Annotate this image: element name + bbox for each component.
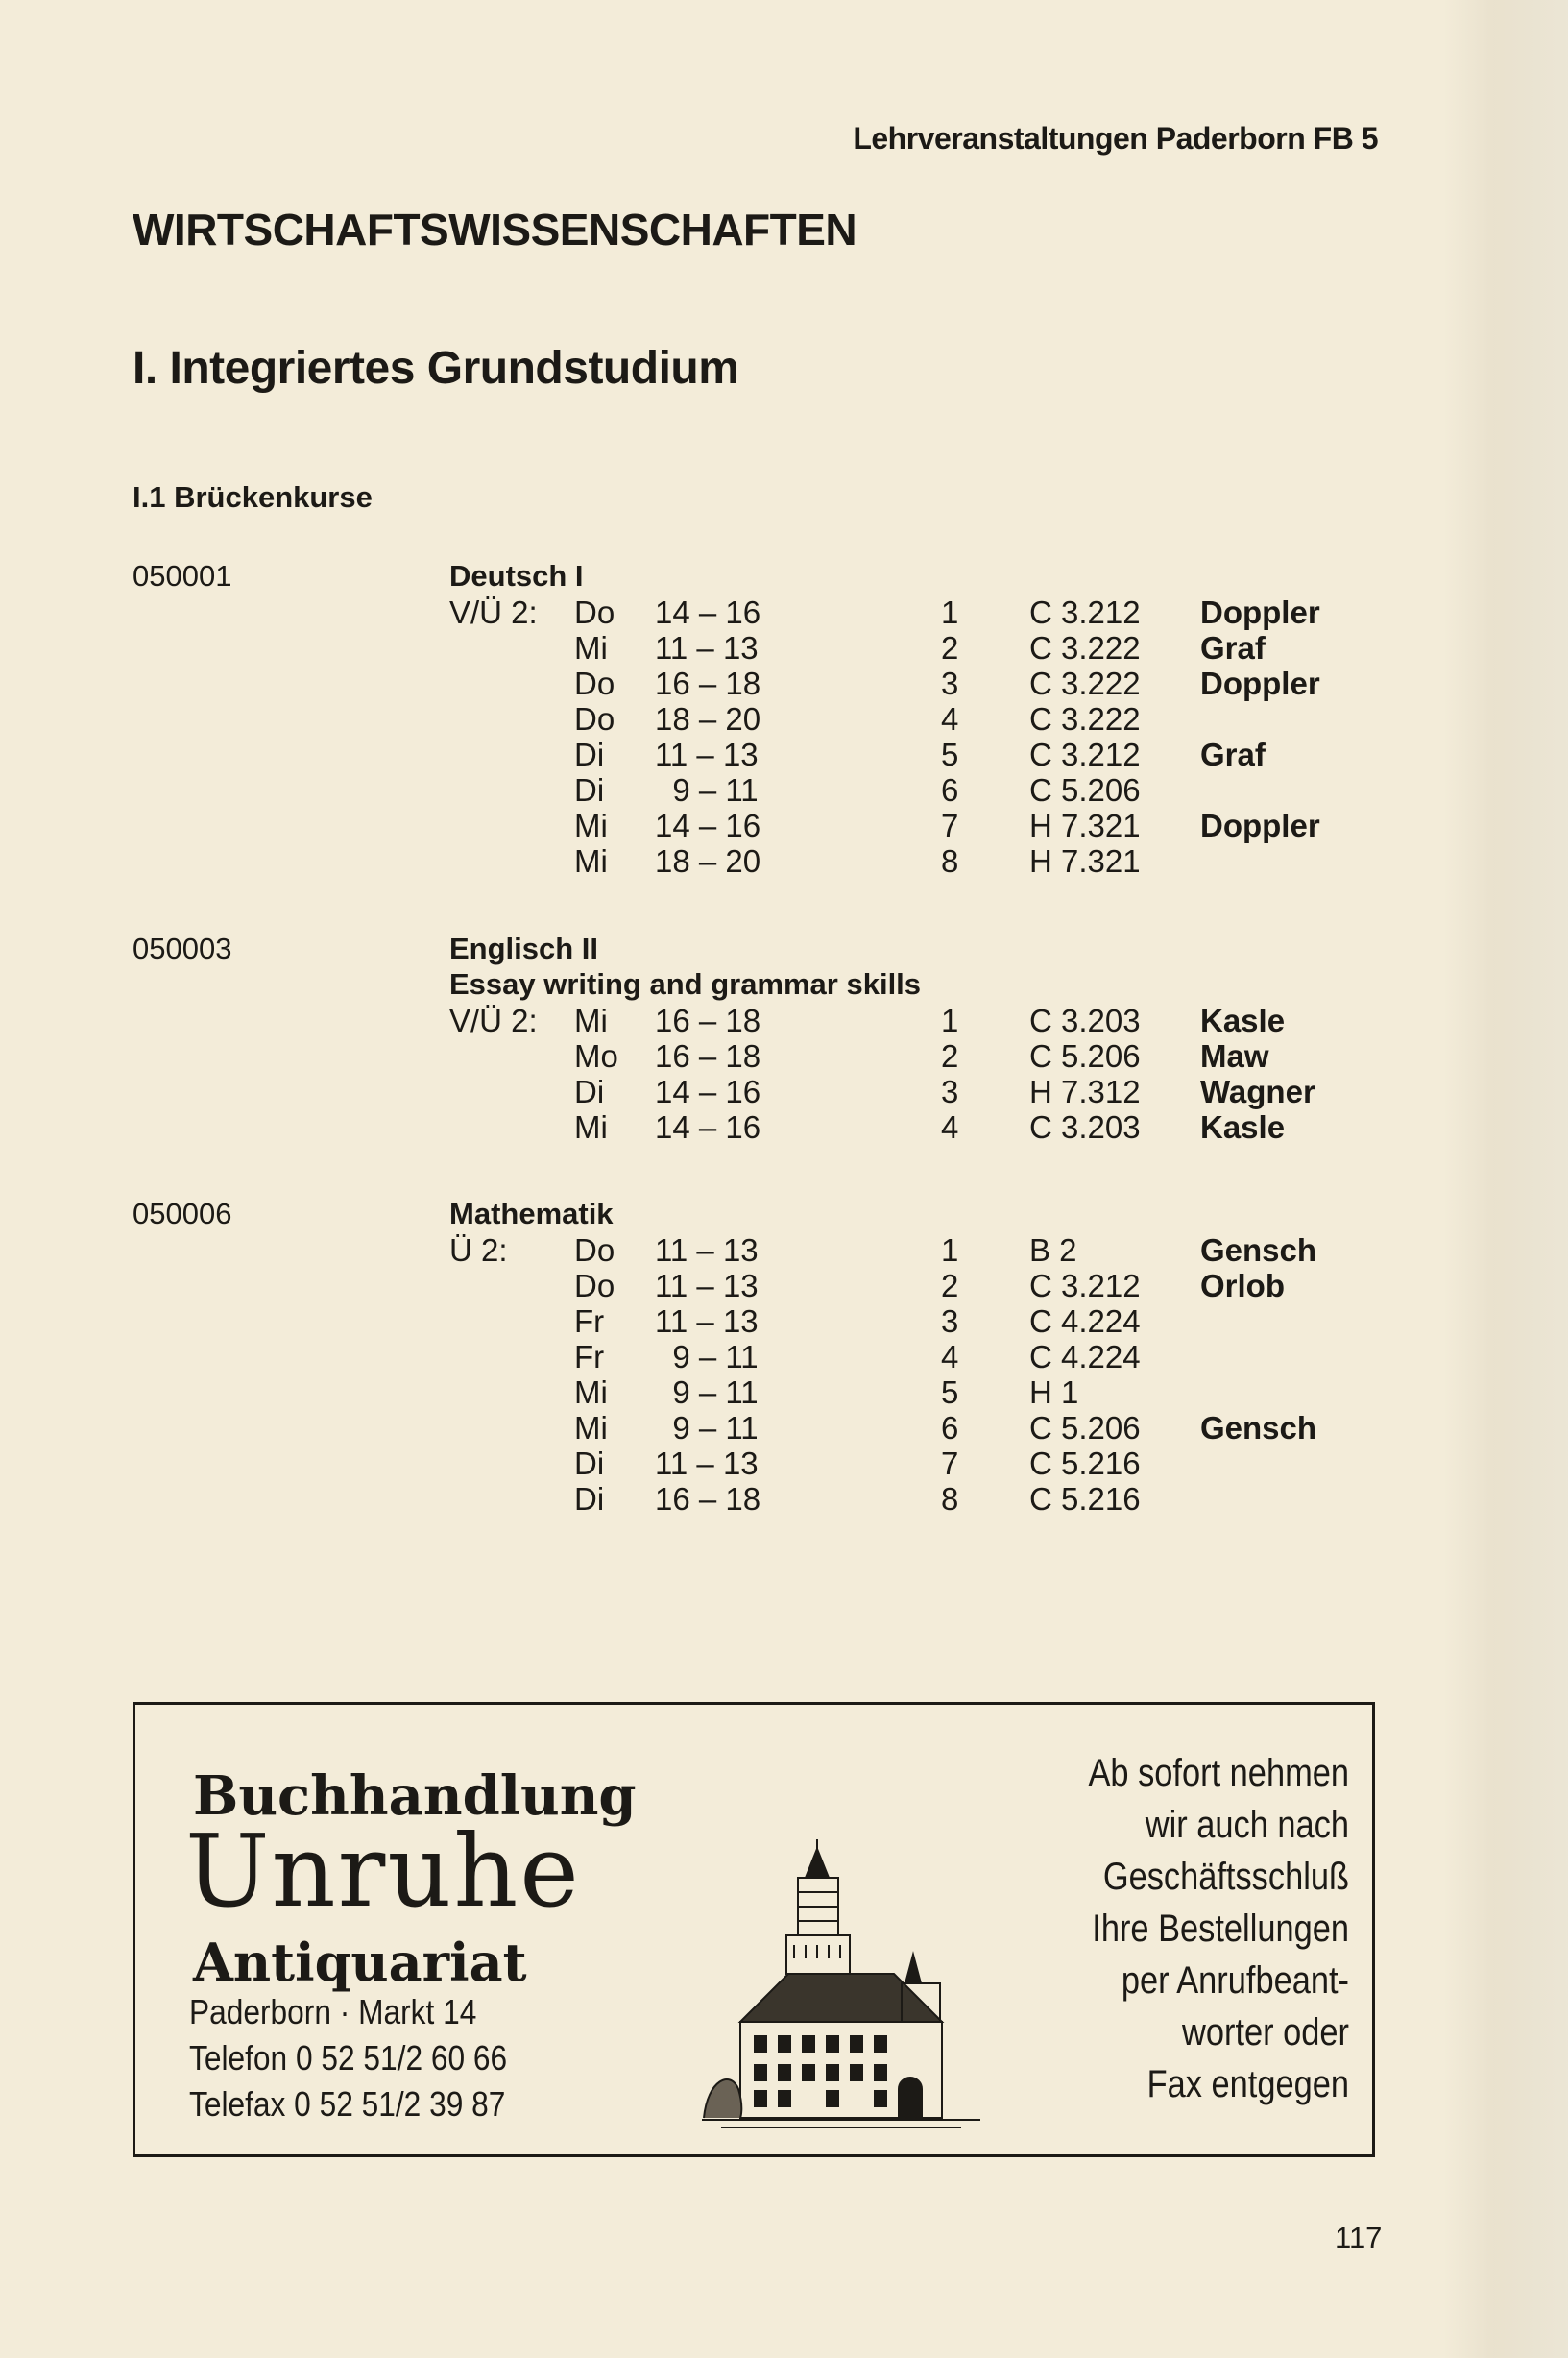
session-day: Di — [574, 1446, 605, 1481]
session-time: 14 – 16 — [655, 595, 761, 630]
session-time: 18 – 20 — [655, 843, 761, 879]
session-day: Mi — [574, 630, 608, 666]
session-row — [0, 1339, 1568, 1374]
session-room: C 5.206 — [1029, 1038, 1141, 1074]
session-group: 8 — [941, 843, 959, 879]
session-row — [0, 843, 1568, 879]
session-day: Mo — [574, 1038, 618, 1074]
course-number: 050006 — [133, 1197, 232, 1230]
course-type: Ü 2: — [449, 1232, 508, 1268]
session-room: C 3.212 — [1029, 595, 1141, 630]
session-lecturer: Gensch — [1200, 1410, 1317, 1446]
ad-shop-sub: Antiquariat — [193, 1932, 527, 1993]
session-time: 9 – 11 — [655, 1374, 759, 1410]
session-row — [0, 1303, 1568, 1339]
session-group: 7 — [941, 1446, 959, 1481]
ad-address — [189, 1989, 507, 2127]
session-room: C 5.216 — [1029, 1446, 1141, 1481]
session-room: H 7.321 — [1029, 808, 1141, 843]
session-room: C 5.216 — [1029, 1481, 1141, 1517]
session-row — [0, 1003, 1568, 1038]
session-group: 8 — [941, 1481, 959, 1517]
session-day: Do — [574, 701, 615, 737]
ad-shop-name: Unruhe — [185, 1812, 581, 1930]
session-time: 9 – 11 — [655, 772, 759, 808]
session-group: 6 — [941, 1410, 959, 1446]
session-time: 11 – 13 — [655, 1303, 759, 1339]
session-group: 3 — [941, 1074, 959, 1109]
session-lecturer: Doppler — [1200, 666, 1320, 701]
ad-message-line: wir auch nach — [1145, 1804, 1349, 1846]
session-row — [0, 1074, 1568, 1109]
session-day: Mi — [574, 1003, 608, 1038]
running-head: Lehrveranstaltungen Paderborn FB 5 — [853, 121, 1378, 156]
session-room: C 3.222 — [1029, 701, 1141, 737]
ad-message-line: Fax entgegen — [1146, 2063, 1349, 2105]
ad-message-line: worter oder — [1182, 2011, 1349, 2054]
session-lecturer: Doppler — [1200, 808, 1320, 843]
session-group: 3 — [941, 666, 959, 701]
session-room: C 3.212 — [1029, 1268, 1141, 1303]
session-row — [0, 630, 1568, 666]
session-group: 7 — [941, 808, 959, 843]
session-time: 16 – 18 — [655, 1481, 761, 1517]
session-row — [0, 1446, 1568, 1481]
session-group: 1 — [941, 1232, 959, 1268]
session-lecturer: Gensch — [1200, 1232, 1317, 1268]
session-day: Mi — [574, 1410, 608, 1446]
session-time: 11 – 13 — [655, 1446, 759, 1481]
ad-address-line: Paderborn · Markt 14 — [189, 1992, 477, 2031]
session-group: 4 — [941, 1109, 959, 1145]
session-group: 5 — [941, 1374, 959, 1410]
session-group: 1 — [941, 1003, 959, 1038]
session-row — [0, 1038, 1568, 1074]
session-lecturer: Graf — [1200, 737, 1266, 772]
course-title: Mathematik — [449, 1197, 614, 1230]
session-row — [0, 1232, 1568, 1268]
session-day: Do — [574, 1232, 615, 1268]
session-time: 14 – 16 — [655, 1109, 761, 1145]
session-row — [0, 666, 1568, 701]
session-room: C 3.212 — [1029, 737, 1141, 772]
department-title: WIRTSCHAFTSWISSENSCHAFTEN — [133, 205, 857, 255]
subsection-title: I.1 Brückenkurse — [133, 480, 373, 514]
advertisement-box — [133, 1702, 1375, 2157]
session-lecturer: Doppler — [1200, 595, 1320, 630]
session-lecturer: Kasle — [1200, 1109, 1286, 1145]
course-title: Essay writing and grammar skills — [449, 967, 922, 1001]
session-row — [0, 808, 1568, 843]
session-group: 2 — [941, 1268, 959, 1303]
session-group: 4 — [941, 1339, 959, 1374]
session-time: 11 – 13 — [655, 630, 759, 666]
ad-message — [1051, 1747, 1349, 2110]
session-time: 9 – 11 — [655, 1339, 759, 1374]
session-group: 1 — [941, 595, 959, 630]
ad-message-line: Ab sofort nehmen — [1088, 1752, 1349, 1794]
session-time: 14 – 16 — [655, 1074, 761, 1109]
session-time: 9 – 11 — [655, 1410, 759, 1446]
session-day: Fr — [574, 1339, 605, 1374]
session-row — [0, 1374, 1568, 1410]
course-number: 050001 — [133, 559, 232, 593]
session-row — [0, 737, 1568, 772]
session-day: Mi — [574, 1374, 608, 1410]
session-room: C 3.222 — [1029, 666, 1141, 701]
session-row — [0, 1109, 1568, 1145]
page-fold-shadow — [1443, 0, 1568, 2358]
session-day: Fr — [574, 1303, 605, 1339]
session-group: 5 — [941, 737, 959, 772]
session-lecturer: Graf — [1200, 630, 1266, 666]
session-time: 14 – 16 — [655, 808, 761, 843]
session-row — [0, 772, 1568, 808]
session-lecturer: Orlob — [1200, 1268, 1285, 1303]
session-day: Do — [574, 1268, 615, 1303]
course-type: V/Ü 2: — [449, 1003, 538, 1038]
session-day: Di — [574, 772, 605, 808]
session-day: Di — [574, 1074, 605, 1109]
session-room: H 1 — [1029, 1374, 1079, 1410]
course-title: Englisch II — [449, 932, 599, 965]
session-lecturer: Wagner — [1200, 1074, 1315, 1109]
session-room: C 5.206 — [1029, 1410, 1141, 1446]
session-row — [0, 701, 1568, 737]
session-day: Mi — [574, 808, 608, 843]
session-lecturer: Maw — [1200, 1038, 1269, 1074]
course-title: Deutsch I — [449, 559, 584, 593]
session-row — [0, 1268, 1568, 1303]
session-day: Di — [574, 737, 605, 772]
course-type: V/Ü 2: — [449, 595, 538, 630]
ad-message-line: Geschäftsschluß — [1102, 1856, 1349, 1898]
session-day: Do — [574, 595, 615, 630]
course-number: 050003 — [133, 932, 232, 965]
session-day: Di — [574, 1481, 605, 1517]
ad-fax-line: Telefax 0 52 51/2 39 87 — [189, 2084, 506, 2124]
session-row — [0, 1481, 1568, 1517]
session-row — [0, 1410, 1568, 1446]
session-room: B 2 — [1029, 1232, 1077, 1268]
session-room: C 4.224 — [1029, 1303, 1141, 1339]
session-lecturer: Kasle — [1200, 1003, 1286, 1038]
church-building-illustration-icon — [702, 1839, 980, 2137]
session-time: 11 – 13 — [655, 1268, 759, 1303]
ad-message-line: Ihre Bestellungen — [1092, 1908, 1349, 1950]
session-group: 4 — [941, 701, 959, 737]
ad-shop-line: Buchhandlung — [193, 1764, 637, 1828]
session-group: 2 — [941, 630, 959, 666]
session-room: C 5.206 — [1029, 772, 1141, 808]
session-room: H 7.321 — [1029, 843, 1141, 879]
session-day: Mi — [574, 843, 608, 879]
session-day: Mi — [574, 1109, 608, 1145]
session-group: 2 — [941, 1038, 959, 1074]
session-time: 11 – 13 — [655, 1232, 759, 1268]
page-number: 117 — [1335, 2221, 1383, 2254]
section-title: I. Integriertes Grundstudium — [133, 343, 739, 394]
session-room: C 4.224 — [1029, 1339, 1141, 1374]
session-time: 16 – 18 — [655, 666, 761, 701]
session-time: 16 – 18 — [655, 1038, 761, 1074]
session-room: H 7.312 — [1029, 1074, 1141, 1109]
session-time: 18 – 20 — [655, 701, 761, 737]
session-room: C 3.203 — [1029, 1109, 1141, 1145]
session-time: 16 – 18 — [655, 1003, 761, 1038]
session-group: 6 — [941, 772, 959, 808]
session-time: 11 – 13 — [655, 737, 759, 772]
ad-phone-line: Telefon 0 52 51/2 60 66 — [189, 2038, 508, 2078]
session-group: 3 — [941, 1303, 959, 1339]
ad-message-line: per Anrufbeant- — [1121, 1959, 1349, 2002]
session-room: C 3.222 — [1029, 630, 1141, 666]
session-row — [0, 595, 1568, 630]
session-day: Do — [574, 666, 615, 701]
session-room: C 3.203 — [1029, 1003, 1141, 1038]
